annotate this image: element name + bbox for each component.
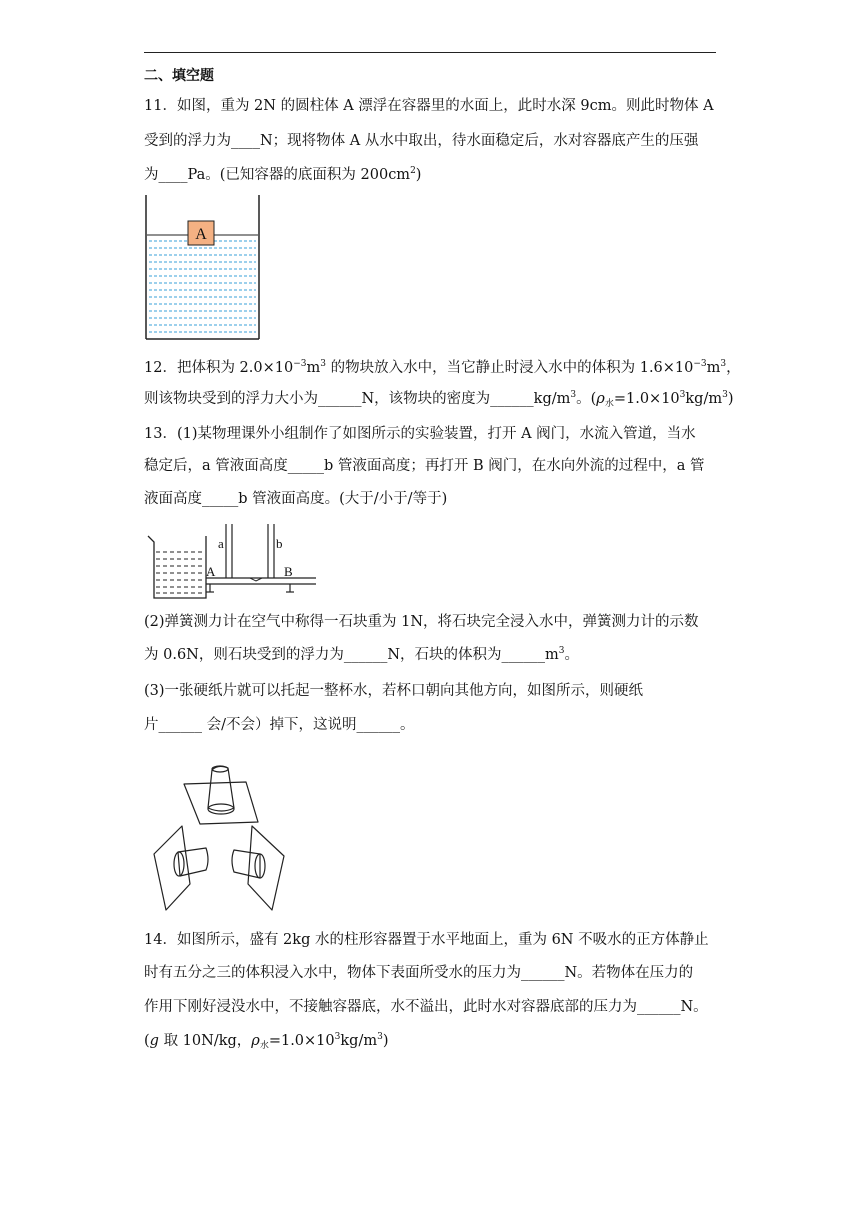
q12-line-2: 则该物块受到的浮力大小为______N，该物块的密度为$\_\_\_\_\_\_kg/m^3$。$(\rho_水=1.0\times 10^3kg/m^3)$ [144, 390, 734, 409]
tube-a-label: a [218, 536, 224, 551]
q14-line-4: (g 取 10N/kg，$\rho_水=1.0\times 10^3kg/m^3$) [144, 1032, 389, 1051]
q14-line-1: 14．如图所示，盛有 2kg 水的柱形容器置于水平地面上，重为 6N 不吸水的正方体静止 [144, 932, 709, 948]
q11-line-1: 11．如图，重为 2N 的圆柱体 A 漂浮在容器里的水面上，此时水深 9cm。则此时物体 A [144, 98, 714, 114]
q14-line-3: 作用下刚好浸没水中，不接触容器底，水不溢出，此时水对容器底部的压力为______N。 [144, 999, 708, 1015]
q13-part2-line-2: 为 0.6N，则石块受到的浮力为______N，石块的体积为$\_\_\_\_\_\_m^3$。 [144, 646, 580, 663]
q13-part2-line-1: (2)弹簧测力计在空气中称得一石块重为 1N，将石块完全浸入水中，弹簧测力计的示数 [144, 614, 699, 630]
q13-line-2: 稳定后，a 管液面高度_____b 管液面高度；再打开 B 阀门，在水向外流的过程中，a 管 [144, 458, 705, 474]
q11-line-3: 为____Pa。(已知容器的底面积为 $200cm^2$) [144, 166, 422, 183]
q13-cups-figure [148, 760, 296, 914]
section-title: 二、填空题 [144, 68, 214, 84]
q13-part3-line-1: (3)一张硬纸片就可以托起一整杯水，若杯口朝向其他方向，如图所示，则硬纸 [144, 683, 644, 699]
q13-line-3: 液面高度_____b 管液面高度。(大于/小于/等于) [144, 491, 448, 507]
q14-line-2: 时有五分之三的体积浸入水中，物体下表面所受水的压力为______N。若物体在压力的 [144, 965, 694, 981]
q13-line-1: 13．(1)某物理课外小组制作了如图所示的实验装置，打开 A 阀门，水流入管道，当水 [144, 426, 696, 442]
q13-part3-line-2: 片______ 会/不会）掉下，这说明______。 [144, 717, 415, 733]
valve-a-label: A [206, 564, 216, 579]
tube-b-label: b [276, 536, 283, 551]
valve-b-label: B [284, 564, 293, 579]
q11-line-2: 受到的浮力为____N；现将物体 A 从水中取出，待水面稳定后，水对容器底产生的压强 [144, 133, 699, 149]
q12-line-1: 12．把体积为 $2.0\times 10^{-3}m^3$ 的物块放入水中，当它静止时浸入水中的体积为 $1.6\times 10^{-3}m^3$， [144, 359, 741, 376]
q11-container-figure [144, 195, 262, 341]
q13-tube-figure [144, 522, 320, 602]
block-a-label: A [195, 226, 207, 243]
header-rule [144, 52, 716, 53]
